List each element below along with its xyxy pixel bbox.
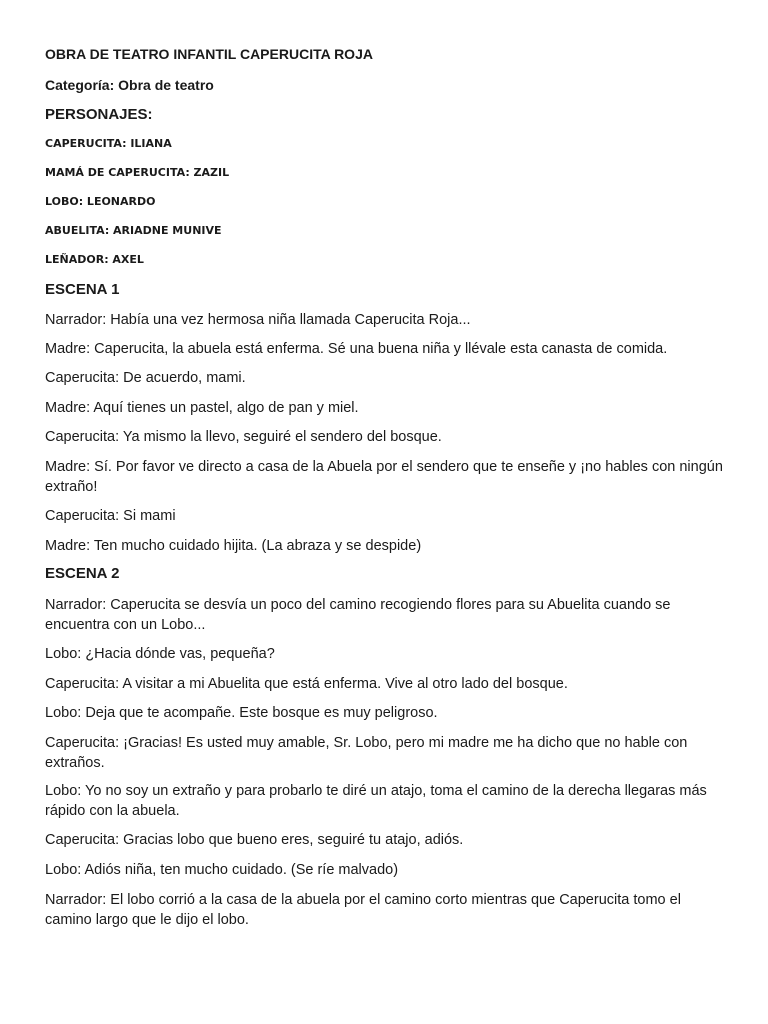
dialogue-line: Madre: Caperucita, la abuela está enferma. Sé una buena niña y llévale esta canasta de comida.: [45, 341, 668, 357]
dialogue-line: Lobo: ¿Hacia dónde vas, pequeña?: [45, 646, 275, 662]
dialogue-line: Lobo: Yo no soy un extraño y para probarlo te diré un atajo, toma el camino de la derecha llegaras más rápido con la abuela.: [45, 783, 707, 819]
dialogue-line: Narrador: El lobo corrió a la casa de la abuela por el camino corto mientras que Caperucita tomo el camino largo que le dijo el lobo.: [45, 892, 681, 928]
characters-heading: PERSONAJES:: [45, 106, 153, 123]
dialogue-line: Lobo: Deja que te acompañe. Este bosque es muy peligroso.: [45, 705, 438, 721]
dialogue-line: Caperucita: Gracias lobo que bueno eres, seguiré tu atajo, adiós.: [45, 832, 464, 848]
character-item: MAMÁ DE CAPERUCITA: ZAZIL: [45, 166, 230, 179]
character-item: LOBO: LEONARDO: [45, 195, 156, 208]
dialogue-line: Caperucita: ¡Gracias! Es usted muy amable, Sr. Lobo, pero mi madre me ha dicho que no hable con extraños.: [45, 735, 688, 771]
scene-1-heading: ESCENA 1: [45, 281, 120, 298]
dialogue-line: Caperucita: Si mami: [45, 508, 176, 524]
document-title: OBRA DE TEATRO INFANTIL CAPERUCITA ROJA: [45, 46, 373, 62]
dialogue-line: Madre: Aquí tienes un pastel, algo de pan y miel.: [45, 400, 359, 416]
character-item: ABUELITA: ARIADNE MUNIVE: [45, 224, 222, 237]
dialogue-line: Caperucita: Ya mismo la llevo, seguiré el sendero del bosque.: [45, 429, 442, 445]
dialogue-line: Lobo: Adiós niña, ten mucho cuidado. (Se ríe malvado): [45, 862, 399, 878]
dialogue-line: Narrador: Caperucita se desvía un poco del camino recogiendo flores para su Abuelita cuando se encuentra con un Lobo...: [45, 597, 671, 633]
dialogue-line: Narrador: Había una vez hermosa niña llamada Caperucita Roja...: [45, 312, 471, 328]
scene-2-heading: ESCENA 2: [45, 565, 120, 582]
dialogue-line: Madre: Ten mucho cuidado hijita. (La abraza y se despide): [45, 538, 422, 554]
dialogue-line: Madre: Sí. Por favor ve directo a casa de la Abuela por el sendero que te enseñe y ¡no hables con ningún extraño!: [45, 459, 723, 495]
dialogue-line: Caperucita: De acuerdo, mami.: [45, 370, 246, 386]
document-category: Categoría: Obra de teatro: [45, 77, 214, 93]
character-item: CAPERUCITA: ILIANA: [45, 137, 172, 150]
character-item: LEÑADOR: AXEL: [45, 253, 144, 266]
dialogue-line: Caperucita: A visitar a mi Abuelita que está enferma. Vive al otro lado del bosque.: [45, 676, 568, 692]
